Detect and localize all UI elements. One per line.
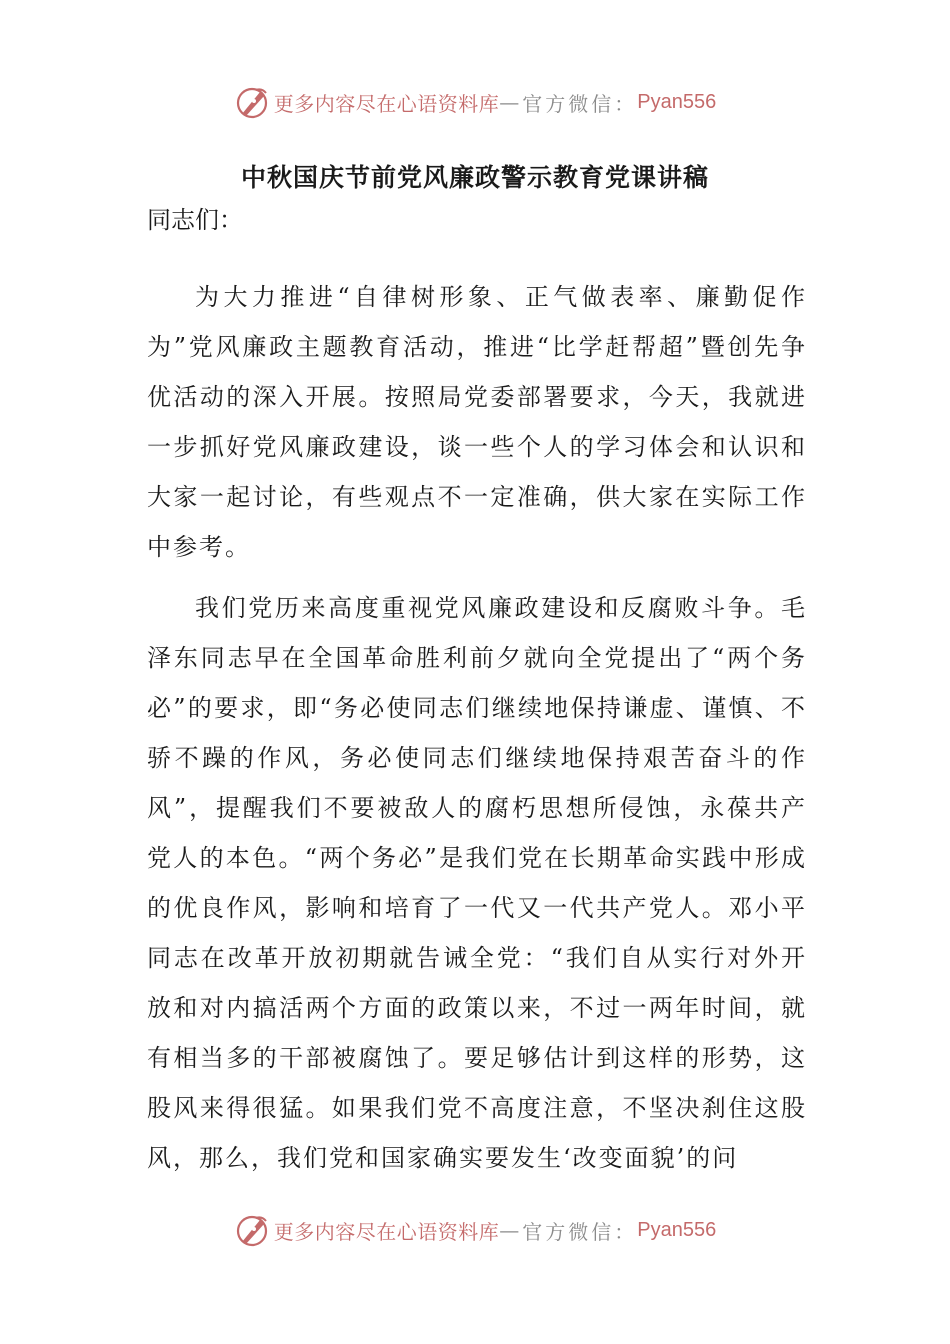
- banner-separator: —: [499, 1218, 523, 1242]
- banner-wechat-label: 官方微信：: [522, 1219, 638, 1244]
- banner-wechat-label: 官方微信：: [522, 91, 638, 116]
- banner-text: 更多内容尽在心语资料库: [273, 91, 500, 116]
- banner-text: 更多内容尽在心语资料库: [273, 1219, 500, 1244]
- banner-wechat-id: Pyan556: [637, 90, 717, 113]
- pen-nib-logo-icon: [234, 84, 270, 120]
- paragraph: 我们党历来高度重视党风廉政建设和反腐败斗争。毛泽东同志早在全国革命胜利前夕就向全党提出了“两个务必”的要求，即“务必使同志们继续地保持谦虚、谨慎、不骄不躁的作风，务必使同志们继续地保持艰苦奋斗的作风”，提醒我们不要被敌人的腐朽思想所侵蚀，永葆共产党人的本色。“两个务必”是我们党在长期革命实践中形成的优良作风，影响和培育了一代又一代共产党人。邓小平同志在改革开放初期就告诫全党：“我们自从实行对外开放和对内搞活两个方面的政策以来，不过一两年时间，就有相当多的干部被腐蚀了。要足够估计到这样的形势，这股风来得很猛。如果我们党不高度注意，不坚决刹住这股风，那么，我们党和国家确实要发生‘改变面貌’的问: [147, 594, 807, 1172]
- banner-separator: —: [499, 90, 523, 114]
- header-banner: [0, 82, 950, 122]
- pen-nib-logo-icon: [234, 1212, 270, 1248]
- banner-wechat-id: Pyan556: [637, 1218, 717, 1241]
- document-title: 中秋国庆节前党风廉政警示教育党课讲稿: [240, 163, 709, 192]
- salutation: 同志们：: [147, 206, 243, 234]
- paragraph: 为大力推进“自律树形象、正气做表率、廉勤促作为”党风廉政主题教育活动，推进“比学赶帮超”暨创先争优活动的深入开展。按照局党委部署要求，今天，我就进一步抓好党风廉政建设，谈一些个人的学习体会和认识和大家一起讨论，有些观点不一定准确，供大家在实际工作中参考。: [147, 283, 807, 561]
- footer-banner: [0, 1210, 950, 1250]
